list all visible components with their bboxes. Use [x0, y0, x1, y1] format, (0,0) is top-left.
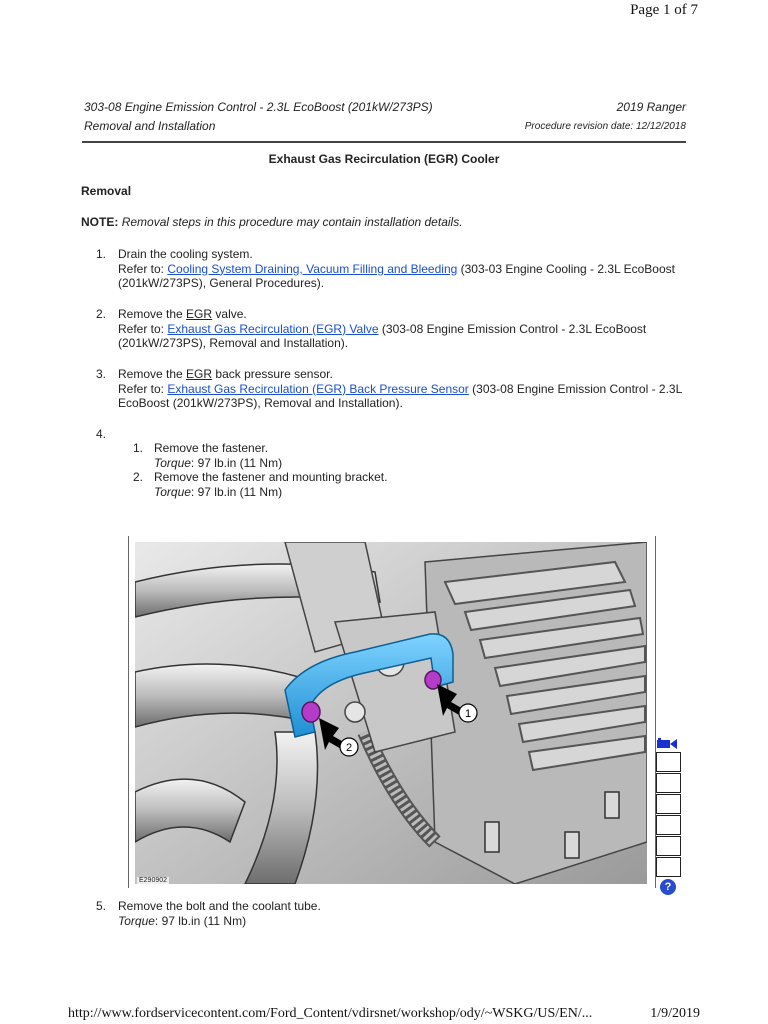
reference-text: (201kW/273PS), Removal and Installation).: [118, 336, 349, 350]
step-number: 4.: [96, 427, 107, 441]
header-divider: [82, 141, 686, 143]
link-egr-back-pressure-sensor[interactable]: Exhaust Gas Recirculation (EGR) Back Pressure Sensor: [167, 381, 469, 396]
procedure-title: Exhaust Gas Recirculation (EGR) Cooler: [268, 152, 500, 166]
link-egr-valve[interactable]: Exhaust Gas Recirculation (EGR) Valve: [167, 321, 379, 336]
section-heading: Removal: [81, 184, 132, 198]
torque-value: : 97 lb.in (11 Nm): [190, 455, 283, 470]
egr-abbreviation[interactable]: EGR: [186, 367, 213, 381]
reference-text: EcoBoost (201kW/273PS), Removal and Installation).: [118, 396, 403, 410]
revision-date: Procedure revision date: 12/12/2018: [524, 121, 686, 132]
engine-bay-drawing: [135, 542, 647, 884]
manual-header: [84, 100, 686, 114]
figure-code: E290902: [139, 877, 168, 884]
refer-prefix: Refer to:: [118, 321, 168, 336]
link-cooling-system-draining[interactable]: Cooling System Draining, Vacuum Filling and Bleeding: [167, 261, 458, 276]
substep-number: 2.: [133, 470, 144, 484]
toolbar-slot[interactable]: [656, 836, 681, 856]
reference-text: (303-03 Engine Cooling - 2.3L EcoBoost: [457, 261, 675, 276]
step-5: [96, 899, 696, 928]
note-text: Removal steps in this procedure may contain installation details.: [121, 215, 463, 229]
page-number: Page 1 of 7: [630, 2, 698, 18]
substep-action: Remove the fastener.: [154, 441, 269, 455]
note: [81, 215, 463, 229]
reference-text: (201kW/273PS), General Procedures).: [118, 276, 325, 290]
substep-action: Remove the fastener and mounting bracket.: [154, 470, 388, 484]
fastener-2: [302, 702, 320, 722]
toolbar-slot[interactable]: [656, 815, 681, 835]
step-number: 5.: [96, 899, 107, 913]
step-number: 2.: [96, 307, 107, 321]
step-action: Remove the: [118, 307, 187, 321]
step-action: Remove the: [118, 367, 187, 381]
egr-abbreviation[interactable]: EGR: [186, 307, 213, 321]
refer-prefix: Refer to:: [118, 261, 168, 276]
torque-value: : 97 lb.in (11 Nm): [154, 913, 247, 928]
torque-value: : 97 lb.in (11 Nm): [190, 484, 283, 499]
reference-text: (303-08 Engine Emission Control - 2.3L EcoBoost: [378, 321, 647, 336]
toolbar-slot[interactable]: [656, 773, 681, 793]
callout-2: 2: [345, 742, 353, 754]
footer-url: http://www.fordservicecontent.com/Ford_Content/vdirsnet/workshop/ody/~WSKG/US/EN/...: [68, 1006, 593, 1021]
substep-4-1: [133, 441, 633, 470]
callout-1: 1: [464, 708, 472, 720]
step-number: 3.: [96, 367, 107, 381]
manual-section: 303-08 Engine Emission Control - 2.3L EcoBoost (201kW/273PS): [84, 100, 433, 114]
substep-number: 1.: [133, 441, 144, 455]
help-icon[interactable]: ?: [660, 879, 676, 895]
step-action: back pressure sensor.: [212, 367, 333, 381]
toolbar-slot[interactable]: [656, 752, 681, 772]
step-1: [96, 247, 696, 291]
substep-4-2: [133, 470, 633, 499]
step-2: [96, 307, 696, 351]
toolbar-slot[interactable]: [656, 857, 681, 877]
figure-toolbar: [656, 737, 680, 895]
egr-cooler-illustration: [135, 542, 647, 884]
torque-label: Torque: [154, 455, 191, 470]
step-action: valve.: [212, 307, 247, 321]
torque-label: Torque: [154, 484, 191, 499]
procedure-header: [84, 119, 686, 133]
procedure-type: Removal and Installation: [84, 119, 216, 133]
torque-label: Torque: [118, 913, 155, 928]
footer-date: 1/9/2019: [650, 1006, 700, 1021]
step-action: Drain the cooling system.: [118, 247, 253, 261]
video-camera-icon[interactable]: [656, 737, 680, 751]
step-number: 1.: [96, 247, 107, 261]
toolbar-slot[interactable]: [656, 794, 681, 814]
step-action: Remove the bolt and the coolant tube.: [118, 899, 321, 913]
refer-prefix: Refer to:: [118, 381, 168, 396]
vehicle-model: 2019 Ranger: [616, 100, 686, 114]
reference-text: (303-08 Engine Emission Control - 2.3L: [468, 381, 683, 396]
step-3: [96, 367, 696, 411]
note-label: NOTE:: [81, 215, 119, 229]
